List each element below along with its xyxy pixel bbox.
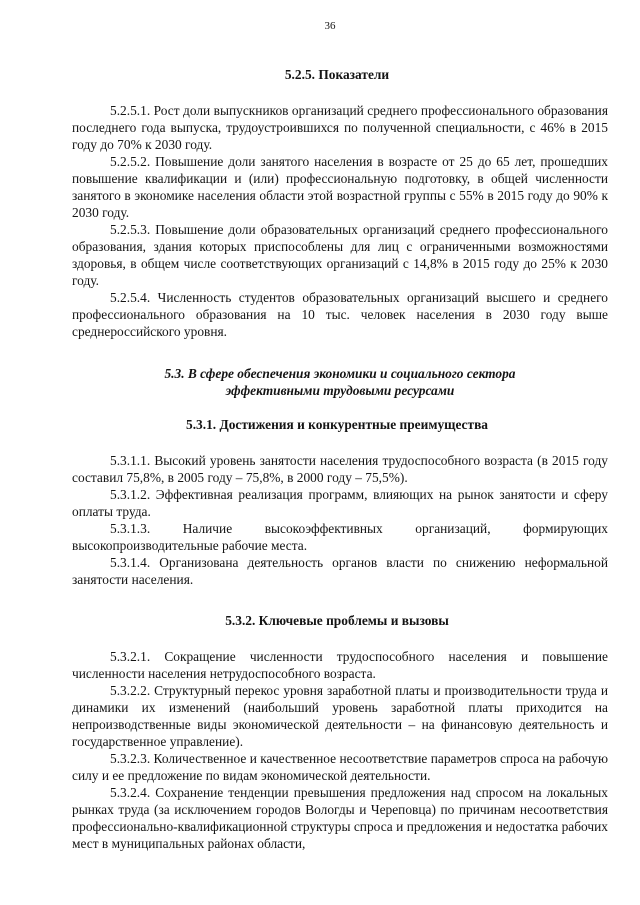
paragraph-5-3-2-2: 5.3.2.2. Структурный перекос уровня заработной платы и производительности труда и динамики их изменений (наибольший уровень заработной платы приходится на непроизводственные виды экономической деятельности – на финансовую деятельность и государственное управление). <box>72 683 608 749</box>
heading-5-3 <box>72 365 608 399</box>
paragraph-5-3-1-2: 5.3.1.2. Эффективная реализация программ, влияющих на рынок занятости и сферу оплаты труда. <box>72 487 608 519</box>
heading-5-3-1: 5.3.1. Достижения и конкурентные преимущества <box>186 417 488 432</box>
paragraph-5-3-1-1: 5.3.1.1. Высокий уровень занятости населения трудоспособного возраста (в 2015 году составил 75,8%, в 2005 году – 75,8%, в 2000 году – 75,5%). <box>72 453 608 485</box>
heading-5-3-2: 5.3.2. Ключевые проблемы и вызовы <box>225 613 449 628</box>
paragraph-5-2-5-4: 5.2.5.4. Численность студентов образовательных организаций высшего и среднего профессионального образования на 10 тыс. человек населения в 2030 году выше среднероссийского уровня. <box>72 290 608 339</box>
heading-5-3-line2: эффективными трудовыми ресурсами <box>225 383 455 398</box>
spacer <box>72 588 608 612</box>
heading-5-3-line1: 5.3. В сфере обеспечения экономики и социального сектора <box>164 366 516 381</box>
paragraph-5-3-2-4: 5.3.2.4. Сохранение тенденции превышения предложения над спросом на локальных рынках труда (за исключением городов Вологды и Череповца) по причинам несоответствия профессионально-квалификационной структуры спроса и предложения и недостатка рабочих мест в муниципальных районах области, <box>72 785 608 851</box>
paragraph-5-3-2-1: 5.3.2.1. Сокращение численности трудоспособного населения и повышение численности населения нетрудоспособного возраста. <box>72 649 608 681</box>
paragraph-5-2-5-1: 5.2.5.1. Рост доли выпускников организаций среднего профессионального образования последнего года выпуска, трудоустроившихся по полученной специальности, с 46% в 2015 году до 70% к 2030 году. <box>72 103 608 152</box>
paragraph-5-3-1-4: 5.3.1.4. Организована деятельность органов власти по снижению неформальной занятости населения. <box>72 555 608 587</box>
page-number: 36 <box>324 20 336 32</box>
paragraph-5-3-2-3: 5.3.2.3. Количественное и качественное несоответствие параметров спроса на рабочую силу и ее предложение по видам экономической деятельности. <box>72 751 608 783</box>
paragraph-5-2-5-3: 5.2.5.3. Повышение доли образовательных организаций среднего профессионального образования, здания которых приспособлены для лиц с ограниченными возможностями здоровья, в общем числе соответствующих организаций с 14,8% в 2015 году до 25% к 2030 году. <box>72 222 608 288</box>
paragraph-5-2-5-2: 5.2.5.2. Повышение доли занятого населения в возрасте от 25 до 65 лет, прошедших повышение квалификации и (или) профессиональную подготовку, в общей численности занятого в экономике населения области этой возрастной группы с 55% в 2015 году до 90% к 2030 году. <box>72 154 608 220</box>
heading-5-2-5: 5.2.5. Показатели <box>284 67 390 82</box>
paragraph-5-3-1-3: 5.3.1.3. Наличие высокоэффективных организаций, формирующих высокопроизводительные рабочие места. <box>72 521 608 553</box>
spacer <box>72 340 608 365</box>
